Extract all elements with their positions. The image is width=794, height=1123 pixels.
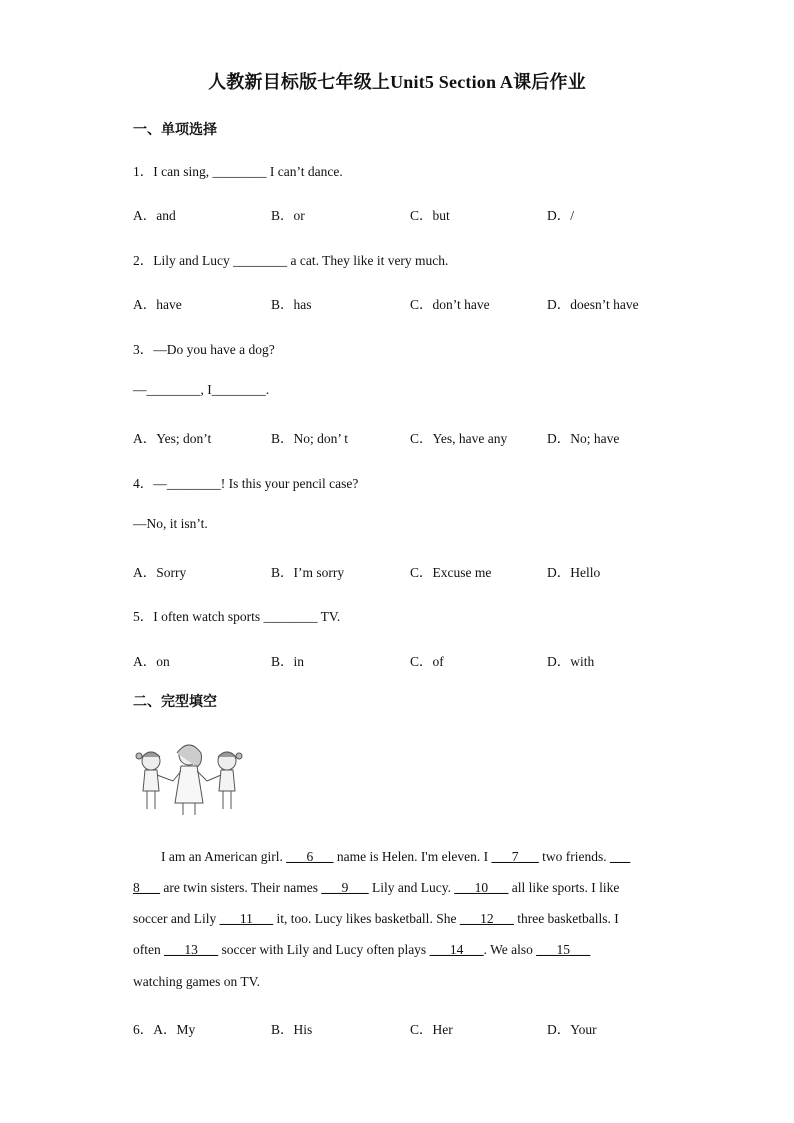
passage-text: . We also [483,942,537,957]
q3-option-b: B．No; don’ t [271,431,348,446]
q3-option-c: C．Yes, have any [410,431,508,446]
q2-option-c: C．don’t have [410,297,490,312]
blank-14: ___14___ [429,942,484,957]
question-3-response: —________, I________. [133,382,270,397]
q3-option-a: A．Yes; don’t [133,431,212,446]
q4-option-d: D．Hello [547,565,601,580]
passage-text: all like sports. I like [508,880,620,895]
passage-line-2 [133,880,663,896]
q2-option-d: D．doesn’t have [547,297,639,312]
passage-text: three basketballs. I [513,911,619,926]
q5-option-b: B．in [271,654,305,669]
blank-8-start: ___ [609,849,631,864]
q3-option-d: D．No; have [547,431,620,446]
question-4-text: 4．—________! Is this your pencil case? [133,476,359,491]
question-2-text: 2．Lily and Lucy ________ a cat. They like it very much. [133,253,449,268]
q1-option-d: D．/ [547,208,574,223]
question-3-text: 3．—Do you have a dog? [133,342,275,357]
blank-8: 8___ [133,880,160,895]
q1-option-b: B．or [271,208,305,223]
passage-text: two friends. [538,849,610,864]
q1-option-c: C．but [410,208,450,223]
passage-line-5: watching games on TV. [133,974,260,989]
q4-option-a: A．Sorry [133,565,187,580]
q5-option-d: D．with [547,654,595,669]
q4-option-b: B．I’m sorry [271,565,345,580]
section-heading-single-choice: 一、单项选择 [133,122,217,138]
passage-text: soccer and Lily [133,911,220,926]
question-5-text: 5．I often watch sports ________ TV. [133,609,341,624]
passage-line-4 [133,942,663,958]
page-title: 人教新目标版七年级上Unit5 Section A课后作业 [208,72,586,92]
passage-text: I am an American girl. [161,849,287,864]
blank-11: ___11___ [219,911,274,926]
passage-line-1 [133,849,663,865]
blank-12: ___12___ [459,911,514,926]
passage-text: name is Helen. I'm eleven. I [333,849,492,864]
q2-option-a: A．have [133,297,182,312]
blank-6: ___6___ [286,849,334,864]
blank-9: ___9___ [321,880,369,895]
passage-text: it, too. Lucy likes basketball. She [273,911,460,926]
question-4-response: —No, it isn’t. [133,516,208,531]
passage-text: Lily and Lucy. [368,880,455,895]
blank-15: ___15___ [536,942,591,957]
section-heading-cloze: 二、完型填空 [133,694,217,710]
blank-13: ___13___ [164,942,219,957]
passage-text: often [133,942,165,957]
q5-option-c: C．of [410,654,444,669]
q1-option-a: A．and [133,208,176,223]
q2-option-b: B．has [271,297,312,312]
children-illustration [131,737,247,817]
q6-option-c: C．Her [410,1022,453,1037]
q5-option-a: A．on [133,654,170,669]
blank-7: ___7___ [491,849,539,864]
q6-option-a: 6．A．My [133,1022,196,1037]
passage-text: are twin sisters. Their names [160,880,322,895]
question-1-text: 1．I can sing, ________ I can’t dance. [133,164,343,179]
passage-line-3 [133,911,663,927]
q4-option-c: C．Excuse me [410,565,492,580]
q6-option-d: D．Your [547,1022,597,1037]
blank-10: ___10___ [454,880,509,895]
q6-option-b: B．His [271,1022,313,1037]
passage-text: soccer with Lily and Lucy often plays [218,942,430,957]
